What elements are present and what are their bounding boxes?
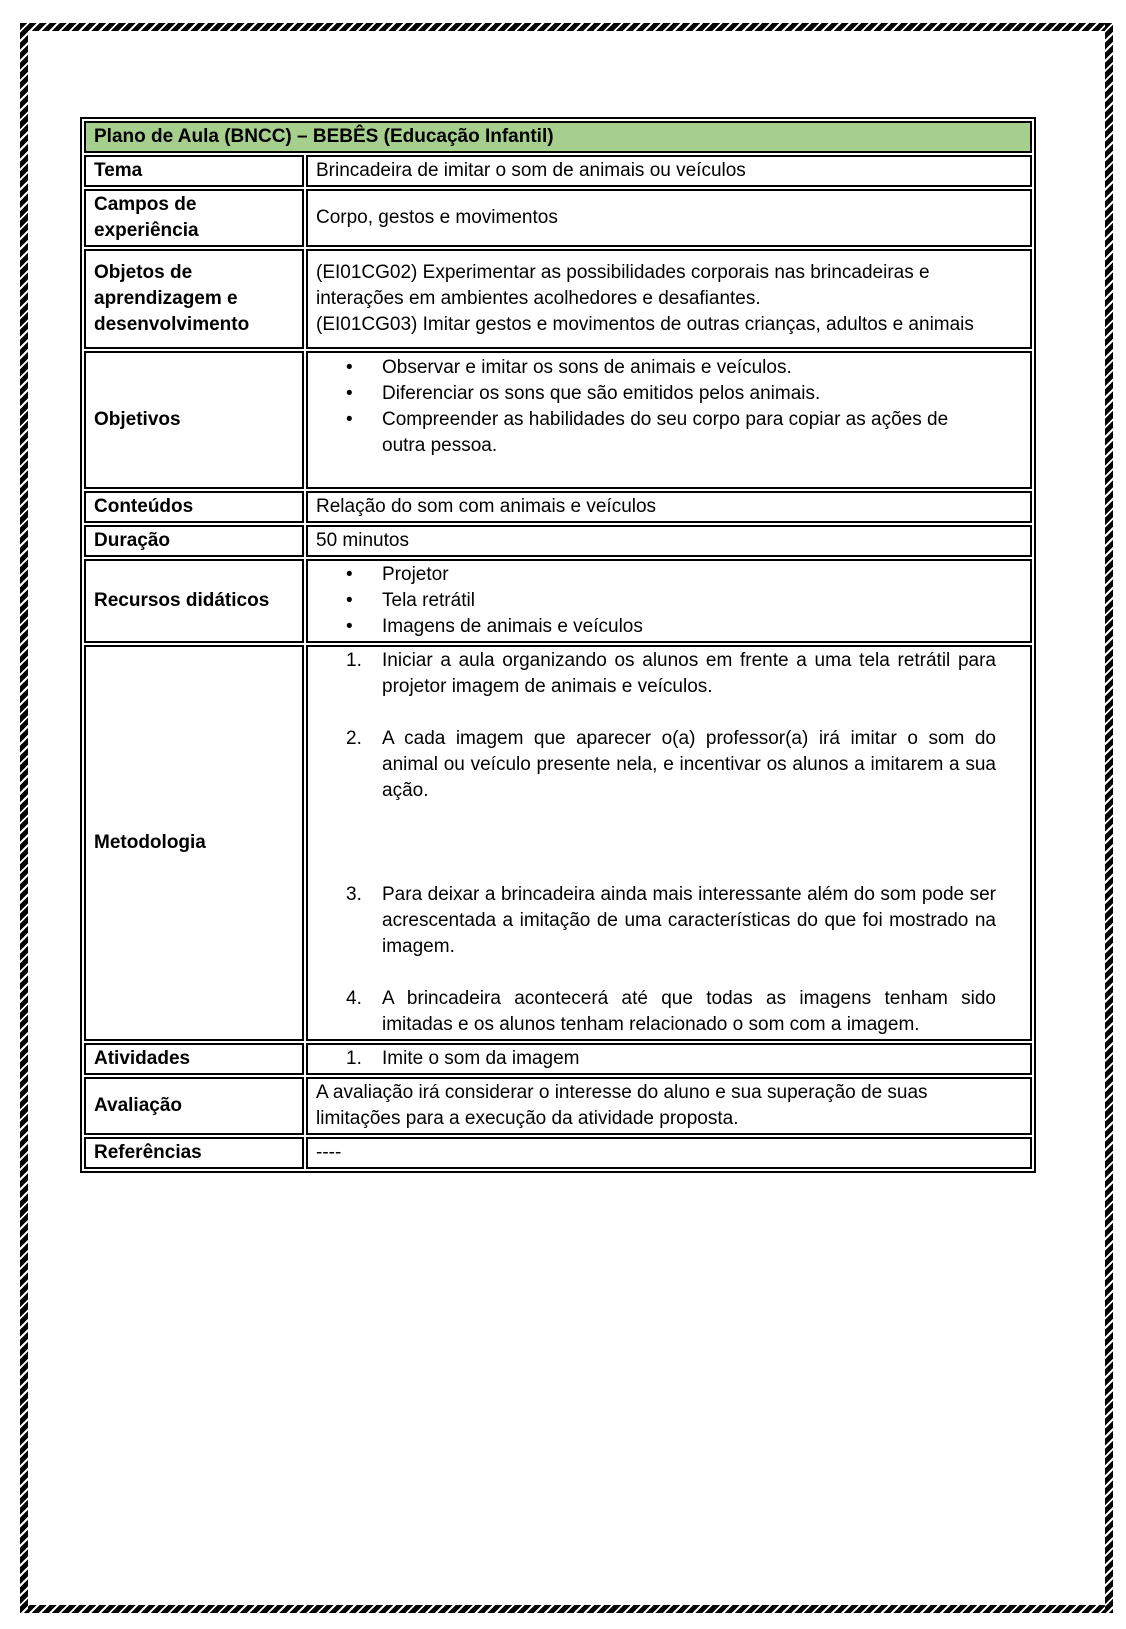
row-label-referencias: Referências xyxy=(84,1137,304,1169)
page-border-right xyxy=(1105,23,1113,1613)
page-border-top xyxy=(20,23,1113,31)
table-row xyxy=(84,155,1032,187)
bullet-list xyxy=(316,355,1004,485)
table-row xyxy=(84,189,1032,247)
table-row xyxy=(84,1137,1032,1169)
list-item-text: Imite o som da imagem xyxy=(382,1048,580,1069)
bullet-marker: • xyxy=(346,590,353,611)
number-marker: 1. xyxy=(346,1048,362,1069)
list-item xyxy=(346,381,1004,407)
numbered-list xyxy=(316,1046,1004,1072)
row-label-atividades: Atividades xyxy=(84,1043,304,1075)
row-value-campos: Corpo, gestos e movimentos xyxy=(306,189,1032,247)
lesson-plan-table xyxy=(80,117,1036,1173)
bullet-list xyxy=(316,562,1004,640)
row-label-objetivos: Objetivos xyxy=(84,351,304,489)
number-marker: 2. xyxy=(346,728,362,749)
row-value-recursos xyxy=(306,559,1032,643)
list-item xyxy=(346,355,1004,381)
list-item-text: Observar e imitar os sons de animais e veículos. xyxy=(382,357,792,378)
list-item-text: Para deixar a brincadeira ainda mais interessante além do som pode ser acrescentada a imitação de uma características do que foi mostrado na imagem. xyxy=(382,884,996,957)
list-item-text: Iniciar a aula organizando os alunos em frente a uma tela retrátil para projetor imagem de animais e veículos. xyxy=(382,650,996,697)
list-item-text: Imagens de animais e veículos xyxy=(382,616,643,637)
list-item xyxy=(346,986,1004,1038)
list-item-text: A cada imagem que aparecer o(a) professor(a) irá imitar o som do animal ou veículo presente nela, e incentivar os alunos a imitarem a sua ação. xyxy=(382,728,996,801)
row-value-referencias: ---- xyxy=(306,1137,1032,1169)
table-row xyxy=(84,1043,1032,1075)
table-row xyxy=(84,645,1032,1041)
row-value-tema: Brincadeira de imitar o som de animais ou veículos xyxy=(306,155,1032,187)
row-value-duracao: 50 minutos xyxy=(306,525,1032,557)
row-label-objetos: Objetos de aprendizagem e desenvolvimento xyxy=(84,249,304,349)
row-label-conteudos: Conteúdos xyxy=(84,491,304,523)
bullet-marker: • xyxy=(346,409,353,430)
numbered-list xyxy=(316,648,1004,1038)
row-value-atividades xyxy=(306,1043,1032,1075)
list-item xyxy=(346,1046,1004,1072)
paragraph: (EI01CG03) Imitar gestos e movimentos de outras crianças, adultos e animais xyxy=(316,314,974,335)
table-row xyxy=(84,1077,1032,1135)
bullet-marker: • xyxy=(346,564,353,585)
table-row xyxy=(84,559,1032,643)
row-value-conteudos: Relação do som com animais e veículos xyxy=(306,491,1032,523)
row-value-metodologia xyxy=(306,645,1032,1041)
list-item xyxy=(346,726,1004,804)
table-row xyxy=(84,525,1032,557)
row-label-recursos: Recursos didáticos xyxy=(84,559,304,643)
bullet-marker: • xyxy=(346,616,353,637)
page-border-bottom xyxy=(20,1605,1113,1613)
row-label-campos: Campos de experiência xyxy=(84,189,304,247)
row-label-metodologia: Metodologia xyxy=(84,645,304,1041)
row-value-objetivos xyxy=(306,351,1032,489)
list-item xyxy=(346,882,1004,960)
bullet-marker: • xyxy=(346,383,353,404)
row-value-avaliacao: A avaliação irá considerar o interesse do aluno e sua superação de suas limitações para a execução da atividade proposta. xyxy=(306,1077,1032,1135)
table-row xyxy=(84,249,1032,349)
row-value-objetos xyxy=(306,249,1032,349)
number-marker: 3. xyxy=(346,884,362,905)
table-row xyxy=(84,491,1032,523)
number-marker: 4. xyxy=(346,988,362,1009)
bullet-marker: • xyxy=(346,357,353,378)
list-item xyxy=(346,648,1004,700)
list-item-text: Tela retrátil xyxy=(382,590,475,611)
row-label-tema: Tema xyxy=(84,155,304,187)
table-row xyxy=(84,121,1032,153)
list-item xyxy=(346,562,1004,588)
list-item xyxy=(346,407,1004,459)
list-item-text: Diferenciar os sons que são emitidos pelos animais. xyxy=(382,383,821,404)
row-label-duracao: Duração xyxy=(84,525,304,557)
list-item xyxy=(346,614,1004,640)
paragraph-group xyxy=(316,260,1004,338)
table-row xyxy=(84,351,1032,489)
list-item-text: A brincadeira acontecerá até que todas as imagens tenham sido imitadas e os alunos tenham relacionado o som com a imagem. xyxy=(382,988,996,1035)
number-marker: 1. xyxy=(346,650,362,671)
list-item-text: Compreender as habilidades do seu corpo para copiar as ações de outra pessoa. xyxy=(382,409,949,456)
table-title: Plano de Aula (BNCC) – BEBÊS (Educação Infantil) xyxy=(84,121,1032,153)
list-item-text: Projetor xyxy=(382,564,449,585)
page-border-left xyxy=(20,23,28,1613)
row-label-avaliacao: Avaliação xyxy=(84,1077,304,1135)
paragraph: (EI01CG02) Experimentar as possibilidades corporais nas brincadeiras e interações em ambientes acolhedores e desafiantes. xyxy=(316,262,930,309)
list-item xyxy=(346,588,1004,614)
